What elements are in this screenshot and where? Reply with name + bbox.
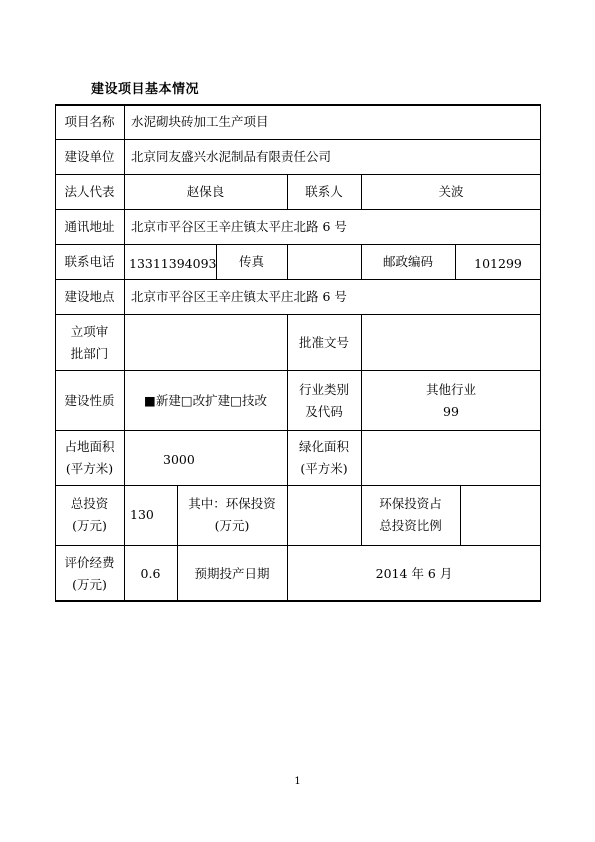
value-contact: 关波 <box>438 184 464 199</box>
col-divider <box>287 485 288 545</box>
label-green-line1: 绿化面积 <box>298 439 349 454</box>
col-divider <box>287 244 288 279</box>
value-operation-date: 2014 年 6 月 <box>375 566 453 581</box>
label-fax: 传真 <box>238 254 264 269</box>
label-site: 建设地点 <box>64 289 115 304</box>
label-env-investment-line1: 其中：环保投资 <box>188 496 276 511</box>
page-title: 建设项目基本情况 <box>91 82 200 97</box>
label-approval-no: 批准文号 <box>298 335 349 350</box>
value-postal-code: 101299 <box>474 256 522 271</box>
label-industry-line2: 及代码 <box>305 404 343 419</box>
label-fee-line2: (万元) <box>72 577 107 592</box>
row-divider <box>55 139 541 140</box>
project-info-table <box>55 104 541 602</box>
row-divider <box>55 430 541 431</box>
row-divider <box>55 485 541 486</box>
label-address: 通讯地址 <box>64 219 115 234</box>
label-green-line2: (平方米) <box>300 461 348 476</box>
label-project-name: 项目名称 <box>64 114 115 129</box>
label-industry-line1: 行业类别 <box>298 382 349 397</box>
value-investment: 130 <box>130 507 154 522</box>
label-operation-date: 预期投产日期 <box>194 566 270 581</box>
label-area-line1: 占地面积 <box>64 439 115 454</box>
value-construction-nature: ■新建□改扩建□技改 <box>144 393 267 408</box>
label-investment-line1: 总投资 <box>70 496 109 511</box>
col-divider <box>124 104 125 602</box>
row-divider <box>55 244 541 245</box>
label-approval-dept-line1: 立项审 <box>70 324 109 339</box>
value-address: 北京市平谷区王辛庄镇太平庄北路 6 号 <box>131 219 347 234</box>
row-divider <box>55 209 541 210</box>
label-investment-line2: (万元) <box>72 518 107 533</box>
value-industry-category: 其他行业 <box>425 382 476 397</box>
col-divider <box>460 485 461 545</box>
value-fee: 0.6 <box>140 566 161 581</box>
value-project-name: 水泥砌块砖加工生产项目 <box>131 114 269 129</box>
label-postal-code: 邮政编码 <box>382 254 433 269</box>
label-phone: 联系电话 <box>64 254 115 269</box>
row-divider <box>55 279 541 280</box>
page-number: 1 <box>294 776 301 787</box>
label-contact: 联系人 <box>305 184 343 199</box>
value-site: 北京市平谷区王辛庄镇太平庄北路 6 号 <box>131 289 347 304</box>
row-divider <box>55 174 541 175</box>
value-legal-rep: 赵保良 <box>186 184 225 199</box>
label-env-ratio-line1: 环保投资占 <box>379 496 442 511</box>
label-construction-unit: 建设单位 <box>64 149 115 164</box>
label-construction-nature: 建设性质 <box>64 393 115 408</box>
label-fee-line1: 评价经费 <box>64 555 115 570</box>
label-legal-rep: 法人代表 <box>64 184 115 199</box>
row-divider <box>55 314 541 315</box>
label-env-ratio-line2: 总投资比例 <box>379 518 442 533</box>
value-area: 3000 <box>163 452 195 467</box>
value-construction-unit: 北京同友盛兴水泥制品有限责任公司 <box>131 149 332 164</box>
value-industry-code: 99 <box>443 404 459 419</box>
label-env-investment-line2: (万元) <box>214 518 250 533</box>
col-divider <box>361 314 362 485</box>
value-phone: 13311394093 <box>129 256 217 271</box>
label-area-line2: (平方米) <box>65 461 114 476</box>
row-divider <box>55 545 541 546</box>
label-approval-dept-line2: 批部门 <box>70 346 109 361</box>
row-divider <box>55 370 541 371</box>
